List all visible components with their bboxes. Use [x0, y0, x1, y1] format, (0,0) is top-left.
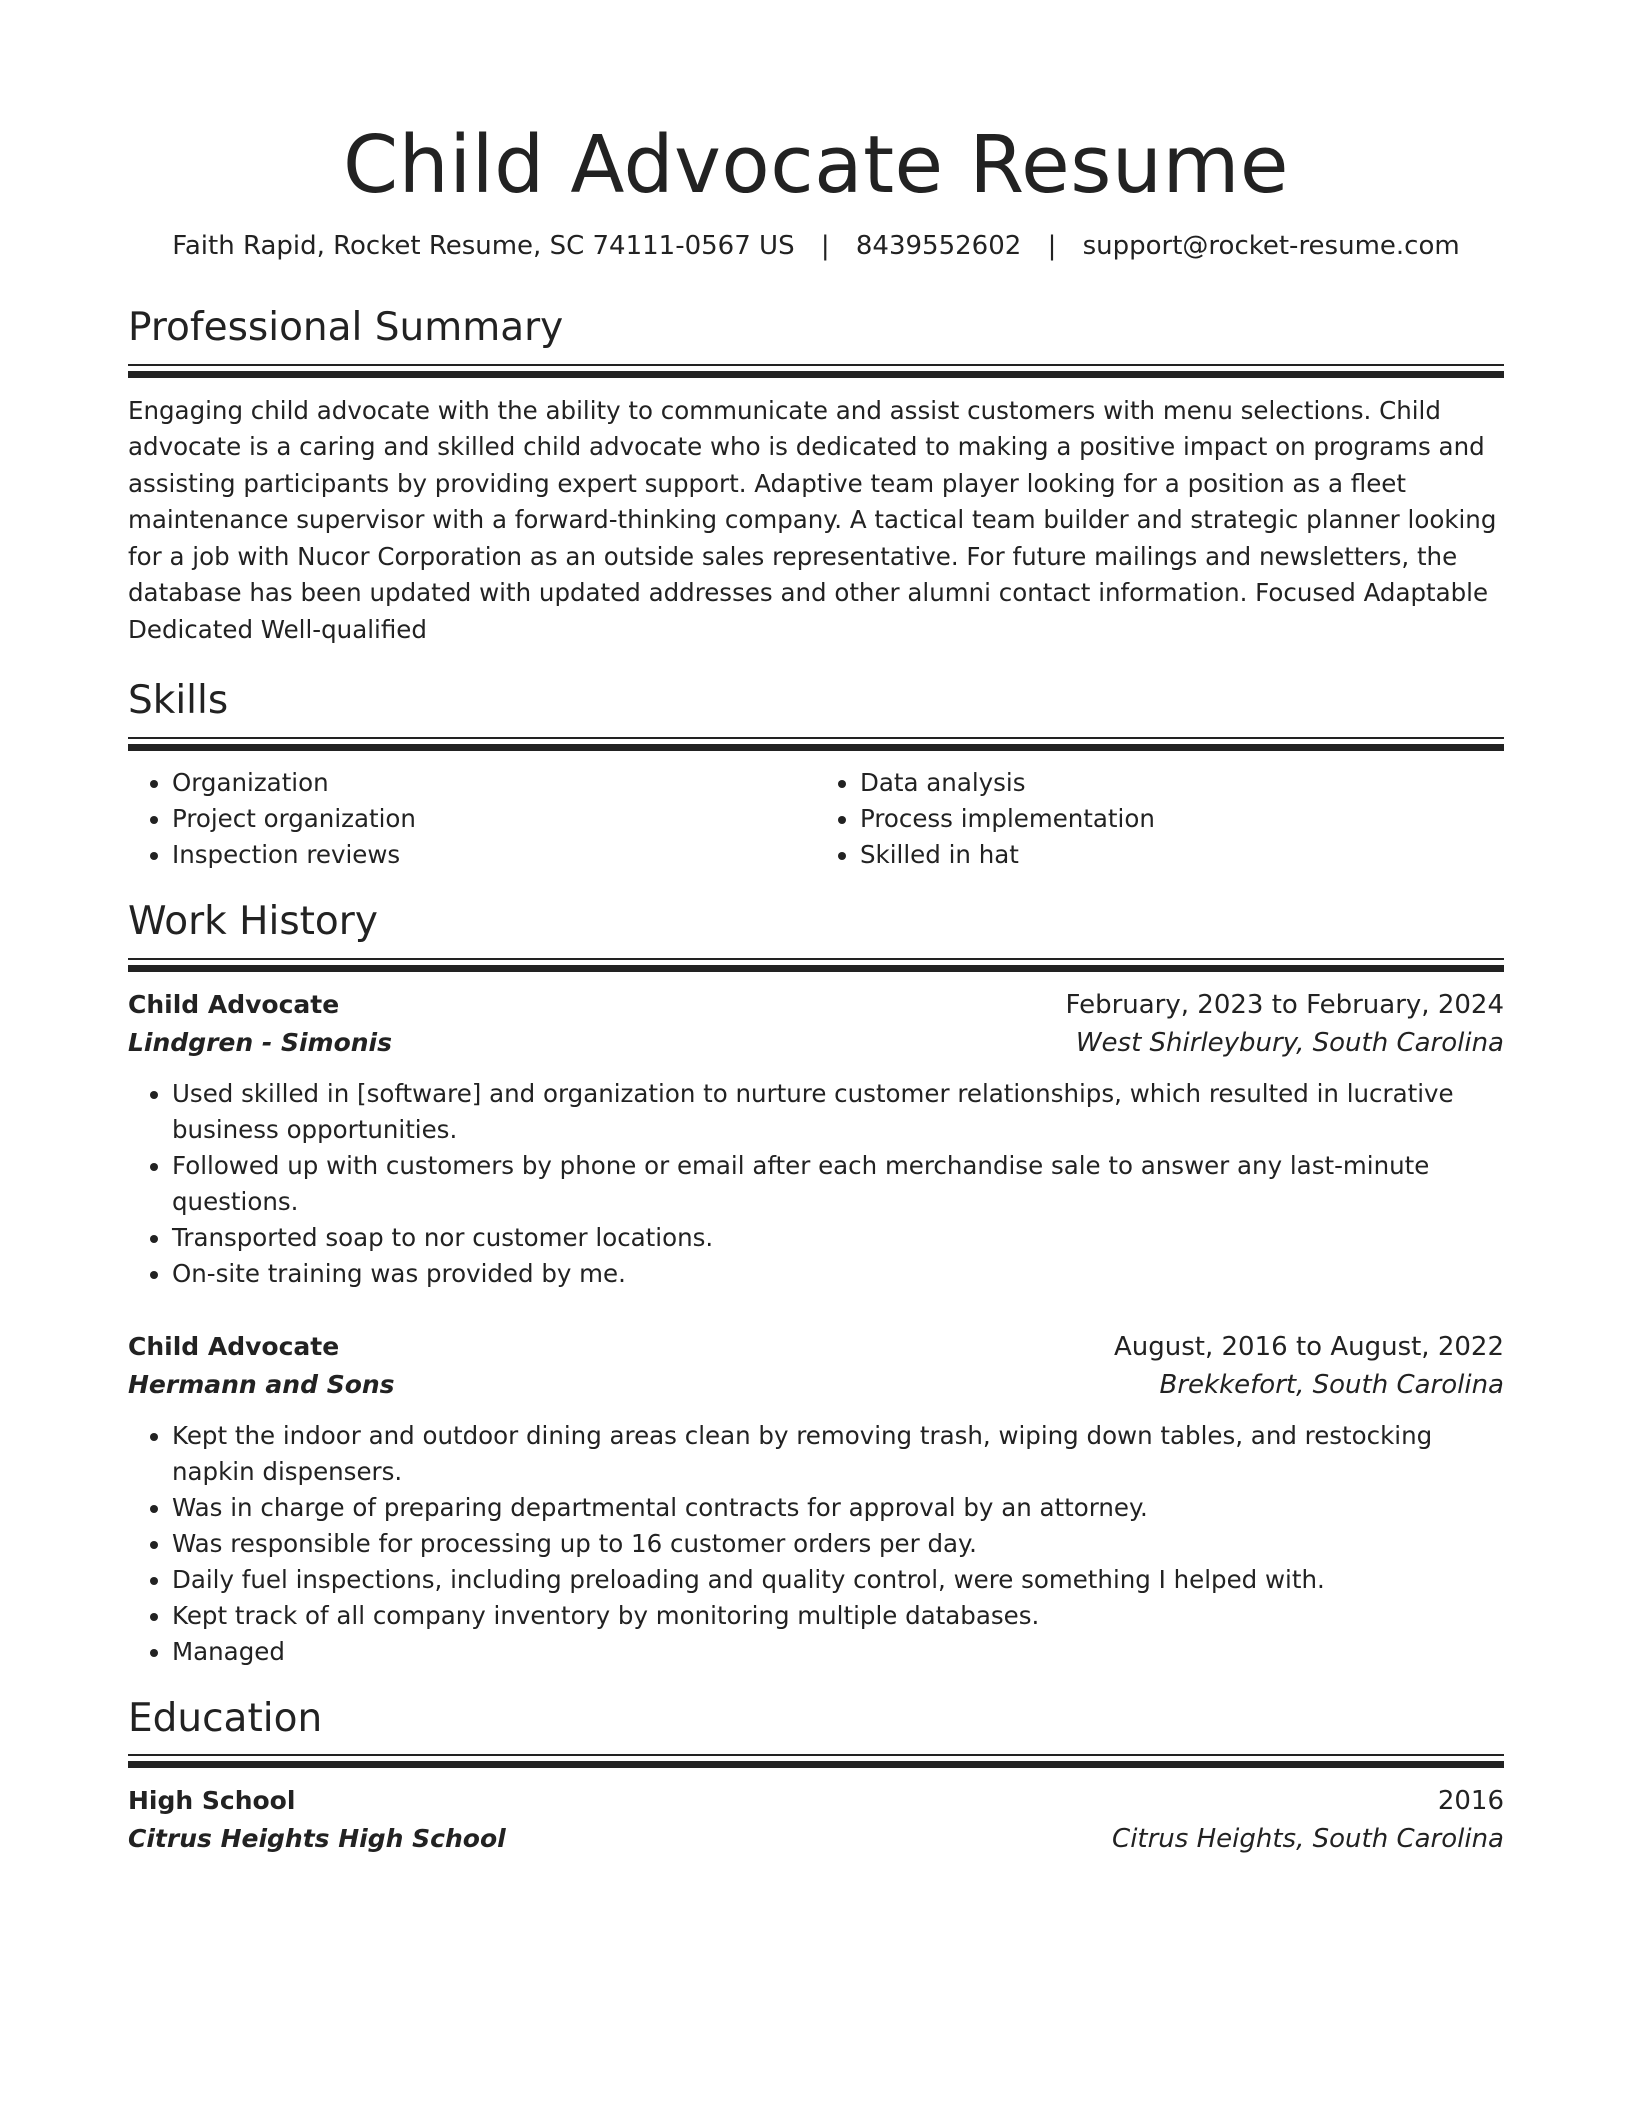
job-company: Hermann and Sons — [128, 1369, 395, 1399]
job-bullet: • Was responsible for processing up to 16 customer orders per day. — [172, 1526, 1504, 1562]
section-divider — [128, 737, 1504, 751]
skill-item: • Organization — [172, 765, 816, 801]
job-dates: February, 2023 to February, 2024 — [1065, 989, 1504, 1020]
job-subheader — [128, 1366, 1504, 1404]
job-subheader — [128, 1024, 1504, 1062]
job-bullets — [128, 1418, 1504, 1670]
contact-separator: | — [820, 230, 830, 261]
job-bullet: • Followed up with customers by phone or email after each merchandise sale to answer any last-minute questions. — [172, 1148, 1504, 1220]
work-heading: Work History — [128, 898, 378, 944]
contact-separator: | — [1047, 230, 1057, 261]
job-bullet: • On-site training was provided by me. — [172, 1256, 1504, 1292]
skill-item: • Inspection reviews — [172, 837, 816, 873]
skills-list — [128, 765, 1504, 873]
skills-column-right — [816, 765, 1504, 873]
contact-line — [128, 231, 1504, 261]
job-bullets — [128, 1076, 1504, 1292]
summary-heading: Professional Summary — [128, 304, 564, 350]
skill-item: • Process implementation — [860, 801, 1504, 837]
job-bullet: • Kept the indoor and outdoor dining areas clean by removing trash, wiping down tables, and restocking napkin dispensers. — [172, 1418, 1504, 1490]
education-degree: High School — [128, 1786, 296, 1816]
job-company: Lindgren - Simonis — [128, 1027, 393, 1057]
job-header — [128, 1328, 1504, 1366]
job-bullet: • Managed — [172, 1634, 1504, 1670]
skills-section — [128, 678, 1504, 873]
job-dates: August, 2016 to August, 2022 — [1114, 1331, 1504, 1362]
job-bullet: • Used skilled in [software] and organization to nurture customer relationships, which resulted in lucrative business opportunities. — [172, 1076, 1504, 1148]
job-location: West Shirleybury, South Carolina — [1075, 1027, 1504, 1058]
education-location: Citrus Heights, South Carolina — [1112, 1824, 1504, 1855]
section-divider — [128, 364, 1504, 378]
work-section — [128, 899, 1504, 1670]
job-bullet: • Kept track of all company inventory by monitoring multiple databases. — [172, 1598, 1504, 1634]
contact-address: Faith Rapid, Rocket Resume, SC 74111-0567 US — [172, 230, 795, 261]
summary-text: Engaging child advocate with the ability to communicate and assist customers with menu selections. Child advocate is a caring and skilled child advocate who is dedicated to making a positive impact on programs and assisting participants by providing expert support. Adaptive team player looking for a position as a fleet maintenance supervisor with a forward-thinking company. A tactical team builder and strategic planner looking for a job with Nucor Corporation as an outside sales representative. For future mailings and newsletters, the database has been updated with updated addresses and other alumni contact information. Focused Adaptable Dedicated Well-qualified — [128, 395, 1497, 644]
education-year: 2016 — [1437, 1786, 1504, 1817]
education-heading: Education — [128, 1695, 323, 1741]
job-entry — [128, 1328, 1504, 1670]
job-title: Child Advocate — [128, 1331, 340, 1361]
education-entry — [128, 1782, 1504, 1858]
education-school: Citrus Heights High School — [128, 1824, 506, 1854]
contact-phone: 8439552602 — [855, 230, 1022, 261]
job-title: Child Advocate — [128, 989, 340, 1019]
section-divider — [128, 958, 1504, 972]
job-entry — [128, 986, 1504, 1292]
contact-email: support@rocket-resume.com — [1082, 230, 1460, 261]
summary-section — [128, 305, 1504, 648]
education-header — [128, 1782, 1504, 1820]
job-bullet: • Daily fuel inspections, including preloading and quality control, were something I helped with. — [172, 1562, 1504, 1598]
skill-item: • Project organization — [172, 801, 816, 837]
job-location: Brekkefort, South Carolina — [1159, 1369, 1504, 1400]
job-bullet: • Transported soap to nor customer locations. — [172, 1220, 1504, 1256]
job-bullet: • Was in charge of preparing departmental contracts for approval by an attorney. — [172, 1490, 1504, 1526]
education-section — [128, 1696, 1504, 1859]
skills-column-left — [128, 765, 816, 873]
skill-item: • Skilled in hat — [860, 837, 1504, 873]
job-header — [128, 986, 1504, 1024]
resume-title: Child Advocate Resume — [342, 119, 1290, 211]
skill-item: • Data analysis — [860, 765, 1504, 801]
section-divider — [128, 1754, 1504, 1768]
skills-heading: Skills — [128, 678, 229, 724]
education-subheader — [128, 1820, 1504, 1858]
